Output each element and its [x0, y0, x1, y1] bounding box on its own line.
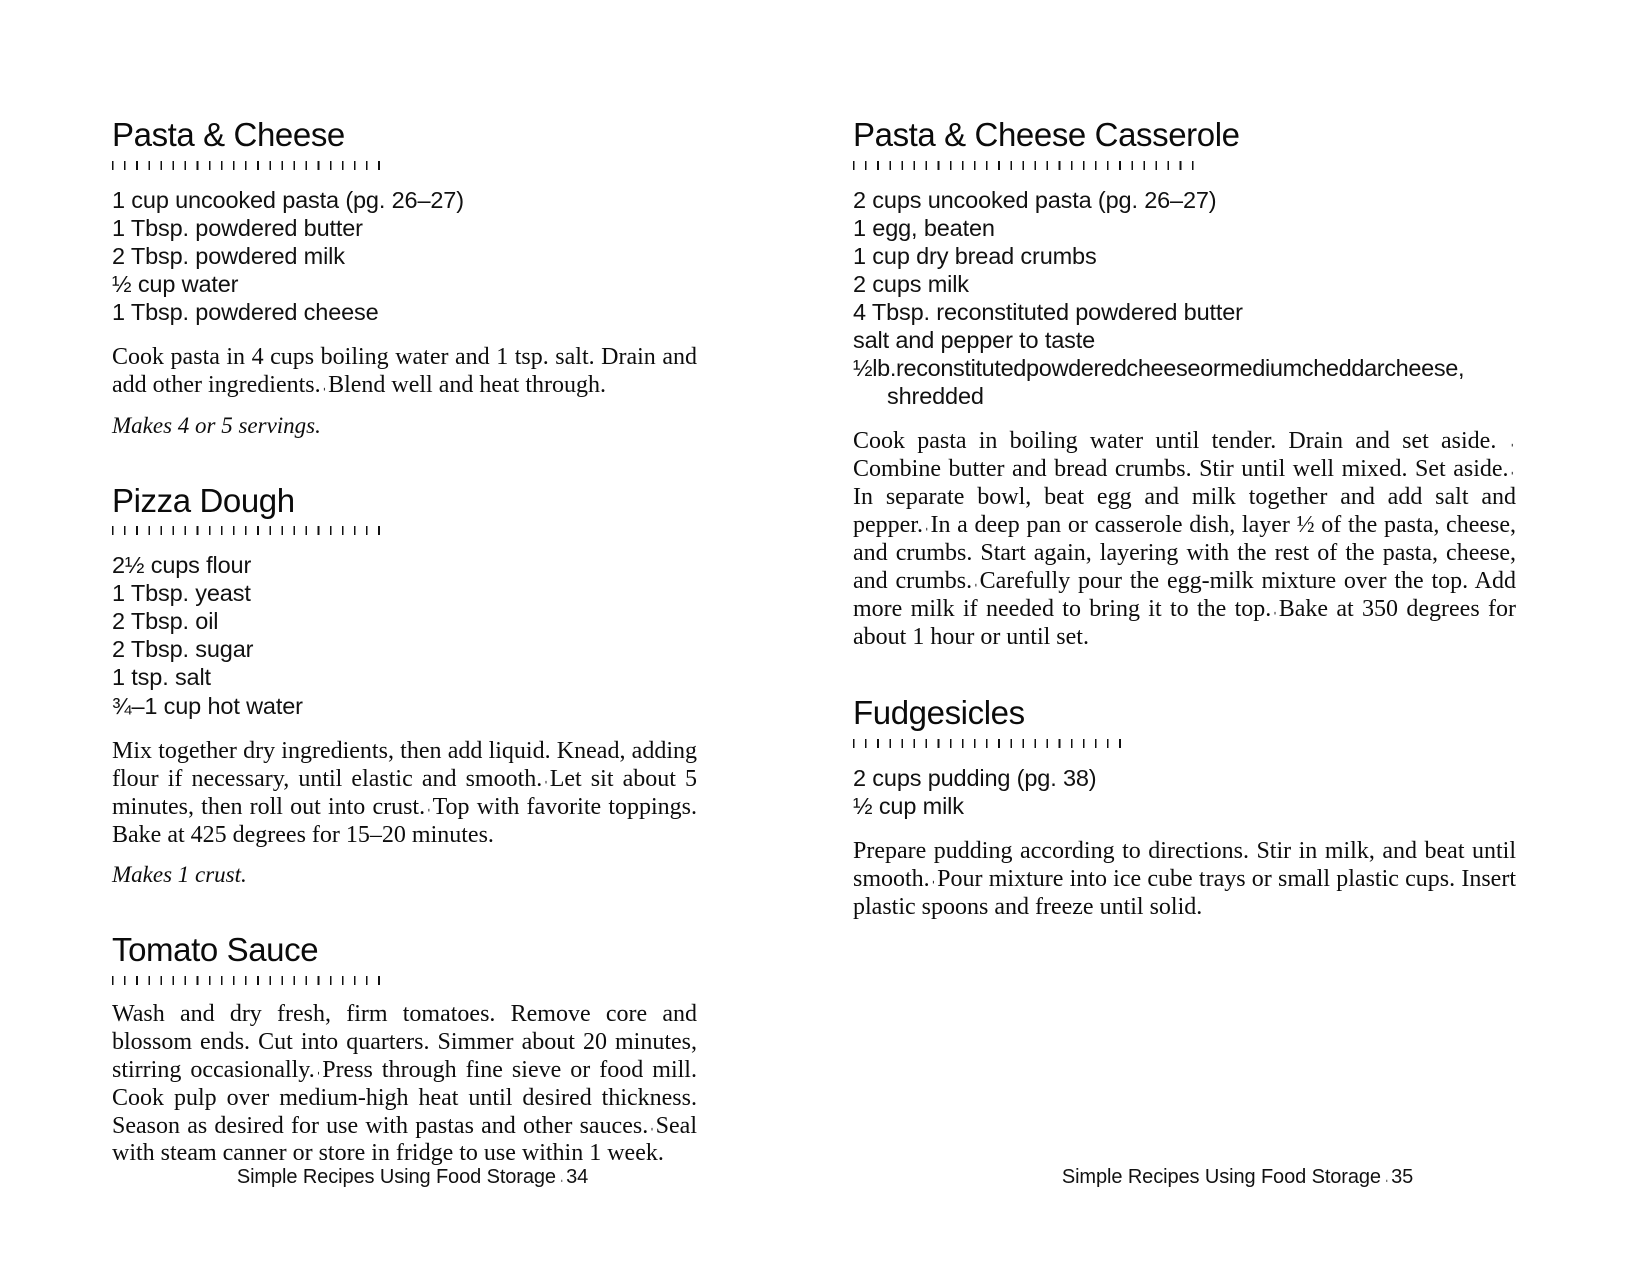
ingredient-item: ¾–1 cup hot water [112, 692, 303, 719]
recipe-fudgesicles [853, 693, 1516, 922]
right-page [825, 118, 1650, 1275]
ingredient-list [853, 764, 1516, 820]
sentence-separator-icon: ˌ [923, 511, 930, 531]
left-page-content [112, 118, 697, 1168]
ingredient-item: 1 Tbsp. powdered cheese [112, 298, 379, 325]
ingredient-item: 2 Tbsp. oil [112, 608, 219, 635]
method-sentence: Seal with steam canner or store in fridge to use within 1 week. [112, 1112, 697, 1167]
ingredient-item: 2 Tbsp. powdered milk [112, 242, 345, 269]
ingredient-item: 1 Tbsp. yeast [112, 580, 251, 607]
sentence-separator-icon: ˌ [1509, 428, 1516, 448]
method-sentence: Bake at 350 degrees for about 1 hour or until set. [853, 595, 1516, 650]
tick-rule-divider-icon [853, 159, 1199, 170]
method-sentence: Combine butter and bread crumbs. Stir until well mixed. Set aside. [853, 456, 1509, 483]
sentence-separator-icon: ˌ [315, 1056, 322, 1076]
recipe-title: Pasta & Cheese [112, 116, 345, 153]
ingredient-item: 2 cups milk [853, 270, 969, 297]
ingredient-list [853, 186, 1516, 411]
sentence-separator-icon: ˌ [930, 865, 937, 885]
footer-book-title: Simple Recipes Using Food Storage [236, 1166, 556, 1188]
recipe-method [112, 738, 697, 850]
recipe-method [112, 1001, 697, 1169]
tick-rule-divider-icon [853, 737, 1121, 748]
ingredient-item: ½ cup milk [853, 792, 964, 819]
ingredient-item: 1 cup dry bread crumbs [853, 242, 1097, 269]
method-sentence: Prepare pudding according to directions. Stir in milk, and beat until smooth. [853, 837, 1516, 892]
method-sentence: Let sit about 5 minutes, then roll out into crust. [112, 765, 698, 820]
method-sentence: In a deep pan or casserole dish, layer ½ of the pasta, cheese, and crumbs. Start again, layering with the rest of the pasta, cheese, and crumbs. [853, 512, 1516, 595]
recipe-tomato-sauce [112, 933, 697, 1168]
method-sentence: Pour mixture into ice cube trays or small plastic cups. Insert plastic spoons and freeze until solid. [853, 865, 1516, 920]
footer-book-title: Simple Recipes Using Food Storage [1061, 1166, 1381, 1188]
recipe-method [112, 344, 697, 400]
method-sentence: Press through fine sieve or food mill. Cook pulp over medium-high heat until desired thickness. Season as desired for use with pastas and other sauces. [112, 1056, 697, 1139]
left-page [0, 118, 825, 1275]
method-sentence: Mix together dry ingredients, then add liquid. Knead, adding flour if necessary, until elastic and smooth. [112, 737, 697, 792]
sentence-separator-icon: ˌ [1509, 456, 1516, 476]
ingredient-list [112, 186, 697, 326]
ingredient-item: 2 Tbsp. sugar [112, 636, 254, 663]
recipe-pizza-dough [112, 481, 698, 890]
method-sentence: In separate bowl, beat egg and milk together and add salt and pepper. [853, 484, 1516, 539]
ingredient-item: ½ cup water [112, 270, 239, 297]
ingredient-item: 2 cups uncooked pasta (pg. 26–27) [853, 186, 1217, 213]
sentence-separator-icon: ˌ [543, 765, 549, 785]
page-footer-right [1062, 1166, 1413, 1189]
recipe-method [853, 428, 1516, 652]
ingredient-item: 1 Tbsp. powdered butter [112, 214, 363, 241]
method-sentence: Top with favorite toppings. Bake at 425 degrees for 15–20 minutes. [112, 793, 697, 848]
page-footer-left [237, 1166, 588, 1189]
sentence-separator-icon: ˌ [649, 1112, 655, 1132]
ingredient-item: 1 cup uncooked pasta (pg. 26–27) [112, 186, 464, 213]
method-sentence: Wash and dry fresh, firm tomatoes. Remove core and blossom ends. Cut into quarters. Simmer about 20 minutes, stirring occasionally. [112, 1000, 697, 1083]
method-sentence: Cook pasta in 4 cups boiling water and 1 tsp. salt. Drain and add other ingredients. [112, 344, 697, 398]
ingredient-item: salt and pepper to taste [853, 327, 1096, 354]
tick-rule-divider-icon [112, 974, 384, 985]
footer-separator-icon: ˌ [559, 1165, 565, 1182]
recipe-pasta-and-cheese-casserole [853, 118, 1516, 652]
ingredient-item: ½lb.reconstitutedpowderedcheeseormediumcheddarcheese, [853, 355, 1465, 382]
recipe-title: Fudgesicles [853, 693, 1025, 731]
ingredient-item: 2 cups pudding (pg. 38) [853, 764, 1097, 791]
recipe-pasta-and-cheese [112, 118, 697, 440]
sentence-separator-icon: ˌ [1272, 595, 1278, 615]
method-sentence: Carefully pour the egg-milk mixture over the top. Add more milk if needed to bring it to the top. [853, 568, 1516, 622]
recipe-yield: Makes 4 or 5 servings. [112, 412, 321, 438]
recipe-yield: Makes 1 crust. [112, 862, 247, 888]
method-sentence: Cook pasta in boiling water until tender. Drain and set aside. [853, 428, 1497, 455]
ingredient-item: 1 tsp. salt [112, 664, 211, 691]
ingredient-item: 1 egg, beaten [853, 214, 995, 241]
sentence-separator-icon: ˌ [425, 793, 432, 813]
recipe-title: Tomato Sauce [112, 931, 319, 969]
ingredient-item-continuation: shredded [887, 383, 984, 410]
right-page-content [853, 118, 1516, 922]
recipe-method [853, 838, 1516, 922]
ingredient-list [112, 551, 697, 719]
tick-rule-divider-icon [112, 159, 384, 170]
page-number: 34 [566, 1166, 589, 1188]
ingredient-item: 4 Tbsp. reconstituted powdered butter [853, 298, 1243, 325]
recipe-title: Pizza Dough [112, 481, 295, 519]
ingredient-item: 2½ cups flour [112, 552, 252, 579]
tick-rule-divider-icon [112, 524, 384, 535]
page-number: 35 [1391, 1166, 1414, 1188]
sentence-separator-icon: ˌ [972, 567, 979, 587]
recipe-title: Pasta & Cheese Casserole [853, 116, 1240, 153]
sentence-separator-icon: ˌ [321, 371, 328, 391]
footer-separator-icon: ˌ [1384, 1165, 1390, 1182]
method-sentence: Blend well and heat through. [328, 371, 607, 398]
